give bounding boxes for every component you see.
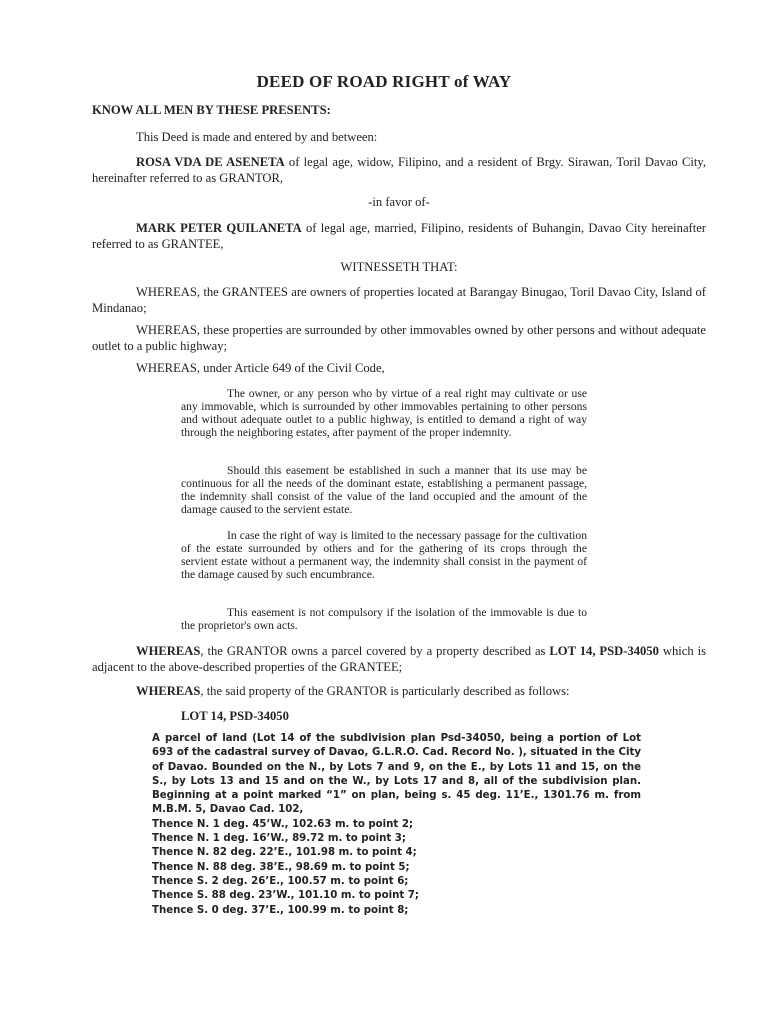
grantee-name: MARK PETER QUILANETA — [136, 221, 302, 235]
technical-description — [152, 732, 641, 918]
thence-line: Thence S. 88 deg. 23’W., 101.10 m. to point 7; — [152, 890, 419, 902]
whereas-paragraph-3: WHEREAS, under Article 649 of the Civil Code, — [136, 361, 385, 375]
grantor-paragraph — [92, 154, 706, 186]
quote-3-text: In case the right of way is limited to the necessary passage for the cultivation of the estate surrounded by others and for the gathering of its crops through the servient estate without a permanent way, the indemnity shall consist in the payment of the damage caused by such encumbrance. — [181, 529, 587, 581]
article-quote-3 — [181, 529, 587, 581]
quote-4-text: This easement is not compulsory if the isolation of the immovable is due to the proprietor's own acts. — [181, 606, 587, 632]
whereas-paragraph-2: WHEREAS, these properties are surrounded by other immovables owned by other persons and without adequate outlet to a public highway; — [92, 323, 706, 353]
whereas-paragraph-1: WHEREAS, the GRANTEES are owners of properties located at Barangay Binugao, Toril Davao City, Island of Mindanao; — [92, 285, 706, 315]
lot-heading: LOT 14, PSD-34050 — [181, 709, 289, 723]
witnesseth-heading: WITNESSETH THAT: — [340, 260, 458, 274]
know-all-text: KNOW ALL MEN BY THESE PRESENTS: — [92, 103, 331, 117]
thence-line: Thence N. 82 deg. 22’E., 101.98 m. to point 4; — [152, 847, 417, 859]
know-all-heading — [92, 102, 706, 118]
article-quote-2 — [181, 464, 587, 516]
whereas-paragraph-5 — [92, 683, 706, 699]
technical-description-text: A parcel of land (Lot 14 of the subdivision plan Psd-34050, being a portion of Lot 693 of the cadastral survey of Davao, G.L.R.O. Cad. Record No. ), situated in the City of Davao. Bounded on the N., by Lots 7 and 9, on the E., by Lots 11 and 15, on the S., by Lots 13 and 15 and on the W., by Lots 17 and 8, all of the subdivision plan. Beginning at a point marked “1” on plan, being s. 45 deg. 11’E., 1301.76 m. from M.B.M. 5, Davao Cad. 102, — [152, 733, 641, 816]
whereas-4-tail: which is adjacent to the above-described properties of the GRANTEE; — [92, 644, 706, 674]
thence-line: Thence N. 1 deg. 16’W., 89.72 m. to point 3; — [152, 833, 406, 845]
grantor-description: of legal age, widow, Filipino, and a resident of Brgy. Sirawan, Toril Davao City, hereinafter referred to as GRANTOR, — [92, 155, 706, 185]
grantee-description: of legal age, married, Filipino, residents of Buhangin, Davao City hereinafter referred to as GRANTEE, — [92, 221, 707, 251]
whereas-5-text: , the said property of the GRANTOR is particularly described as follows: — [200, 684, 570, 698]
in-favor-line: -in favor of- — [368, 195, 430, 209]
grantor-name: ROSA VDA DE ASENETA — [136, 155, 285, 169]
thence-line: Thence S. 0 deg. 37’E., 100.99 m. to point 8; — [152, 904, 409, 916]
intro-paragraph: This Deed is made and entered by and between: — [136, 130, 378, 144]
quote-2-text: Should this easement be established in such a manner that its use may be continuous for all the needs of the dominant estate, establishing a permanent passage, the indemnity shall consist of the value of the land occupied and the amount of the damage caused to the servient estate. — [181, 464, 587, 516]
thence-line: Thence N. 88 deg. 38’E., 98.69 m. to point 5; — [152, 861, 410, 873]
thence-line: Thence N. 1 deg. 45’W., 102.63 m. to point 2; — [152, 818, 414, 830]
article-quote-1 — [181, 387, 587, 439]
thence-line: Thence S. 2 deg. 26’E., 100.57 m. to point 6; — [152, 875, 409, 887]
whereas-5-lead: WHEREAS — [136, 684, 201, 698]
whereas-4-lot: LOT 14, PSD-34050 — [549, 644, 659, 658]
whereas-4-text: , the GRANTOR owns a parcel covered by a property described as — [200, 644, 550, 658]
whereas-paragraph-4 — [92, 643, 706, 675]
grantee-paragraph — [92, 220, 706, 252]
article-quote-4 — [181, 606, 587, 632]
whereas-4-lead: WHEREAS — [136, 644, 201, 658]
quote-1-text: The owner, or any person who by virtue of a real right may cultivate or use any immovable, which is surrounded by other immovables pertaining to other persons and without adequate outlet to a public highway, is entitled to demand a right of way through the neighboring estates, after payment of the proper indemnity. — [181, 387, 587, 439]
page-title: DEED OF ROAD RIGHT of WAY — [256, 72, 512, 91]
